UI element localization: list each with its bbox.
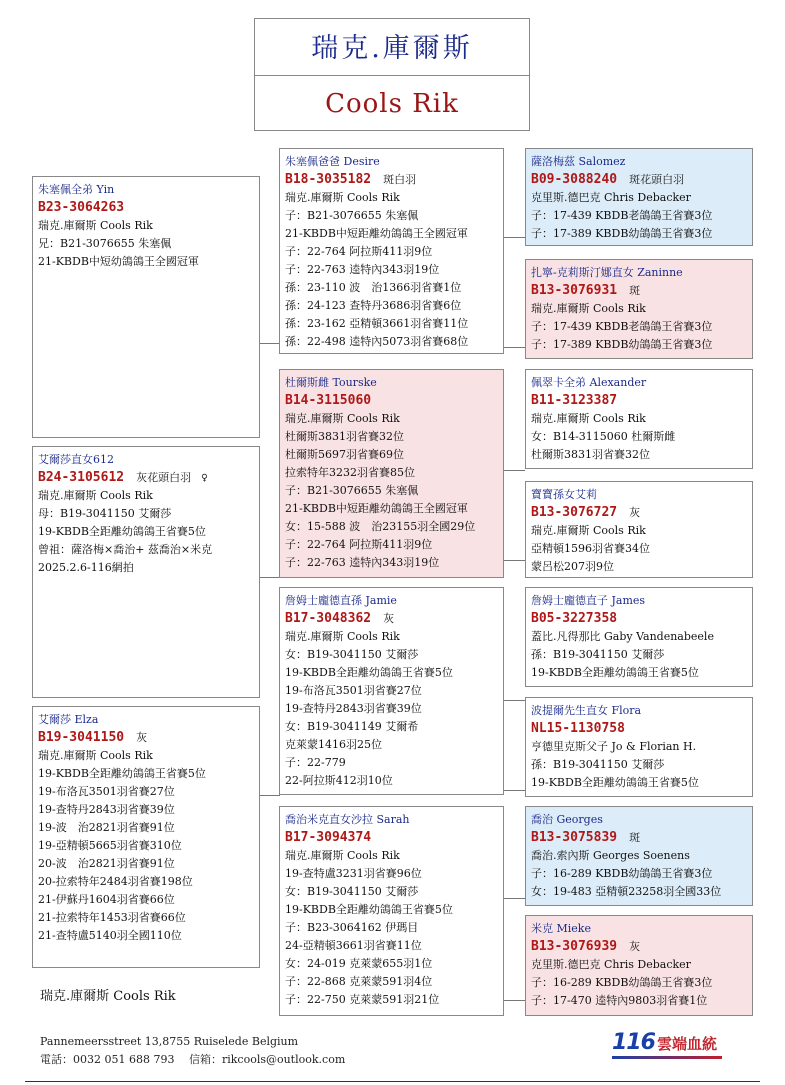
- connector-line: [260, 577, 280, 578]
- info-line: 20-拉索特年2484羽省賽198位: [38, 875, 193, 888]
- info-line: 瑞克.庫爾斯 Cools Rik: [285, 191, 400, 204]
- ali-card: [525, 481, 753, 578]
- info-line: 亞精頓1596羽省賽34位: [531, 542, 650, 555]
- pigeon-name: 喬治米克直女沙拉 Sarah: [285, 813, 410, 826]
- info-line: 拉索特年3232羽省賽85位: [285, 466, 415, 479]
- pigeon-name: 詹姆士龐德直子 James: [531, 594, 646, 607]
- info-line: 21-KBDB中短距離幼鴿鴿王全國冠軍: [285, 227, 468, 240]
- pigeon-name: 朱塞佩爸爸 Desire: [285, 155, 380, 168]
- owner-name-english: Cools Rik: [325, 89, 459, 119]
- info-line: 子：17-439 KBDB老鴿鴿王省賽3位: [531, 320, 713, 333]
- info-line: 女：19-483 亞精頓23258羽全國33位: [531, 885, 722, 898]
- info-line: 子：B23-3064162 伊瑪目: [285, 921, 419, 934]
- phone-email-line: 電話：0032 051 688 793 信箱：rikcools@outlook.com: [40, 1053, 346, 1066]
- info-line: 女：B19-3041149 艾爾希: [285, 720, 419, 733]
- info-line: 克里斯.德巴克 Chris Debacker: [531, 191, 691, 204]
- info-line: 19-查特丹2843羽省賽39位: [38, 803, 175, 816]
- info-line: 19-KBDB全距離幼鴿鴿王省賽5位: [38, 767, 206, 780]
- info-line: 亨德里克斯父子 Jo & Florian H.: [531, 740, 697, 753]
- info-line: 19-查特丹2843羽省賽39位: [285, 702, 422, 715]
- ring-number: B09-3088240 斑花頭白羽: [531, 172, 685, 187]
- pigeon-name: 佩翠卡全弟 Alexander: [531, 376, 647, 389]
- georges-card: [525, 806, 753, 906]
- pigeon-name: 薩洛梅茲 Salomez: [531, 155, 626, 168]
- info-line: 子：16-289 KBDB幼鴿鴿王省賽3位: [531, 867, 713, 880]
- info-line: 19-KBDB全距離幼鴿鴿王省賽5位: [38, 525, 206, 538]
- info-line: 杜爾斯3831羽省賽32位: [531, 448, 650, 461]
- info-line: 21-KBDB中短距離幼鴿鴿王全國冠軍: [285, 502, 468, 515]
- ring-number: B23-3064263: [38, 200, 125, 215]
- color-label: 斑花頭白羽: [629, 173, 685, 186]
- info-line: 兄：B21-3076655 朱塞佩: [38, 237, 172, 250]
- dam-card: [32, 446, 260, 698]
- info-line: 母：B19-3041150 艾爾莎: [38, 507, 172, 520]
- color-label: 斑白羽: [383, 173, 417, 186]
- info-line: 孫：24-123 查特丹3686羽省賽6位: [285, 299, 462, 312]
- zaninne-card: [525, 259, 753, 359]
- info-line: 蓋比.凡得那比 Gaby Vandenabeele: [531, 630, 714, 643]
- jamie-card: [279, 587, 504, 795]
- connector-line: [504, 700, 525, 701]
- ring-number: B13-3076727 灰: [531, 505, 641, 520]
- info-line: 20-波 治2821羽省賽91位: [38, 857, 175, 870]
- info-line: 曾祖：薩洛梅×喬治+ 茲喬治×米克: [38, 543, 213, 556]
- info-line: 瑞克.庫爾斯 Cools Rik: [38, 219, 153, 232]
- info-line: 21-伊蘇丹1604羽省賽66位: [38, 893, 175, 906]
- ring-number: B19-3041150 灰: [38, 730, 148, 745]
- color-label: 灰: [629, 506, 641, 519]
- pigeon-name: 艾爾莎直女612: [38, 453, 114, 466]
- contact-block: [40, 1033, 345, 1069]
- connector-line: [504, 237, 525, 238]
- salomez-card: [525, 148, 753, 246]
- info-line: 女：B14-3115060 杜爾斯雌: [531, 430, 676, 443]
- elza-card: [32, 706, 260, 968]
- info-line: 子：22-750 克萊蒙591羽21位: [285, 993, 440, 1006]
- james-card: [525, 587, 753, 687]
- ring-number: B13-3076939 灰: [531, 939, 641, 954]
- flora-card: [525, 697, 753, 797]
- info-line: 子：B21-3076655 朱塞佩: [285, 209, 419, 222]
- color-label: 斑: [629, 284, 641, 297]
- info-line: 24-亞精頓3661羽省賽11位: [285, 939, 422, 952]
- pigeon-name: 艾爾莎 Elza: [38, 713, 99, 726]
- info-line: 2025.2.6-116網拍: [38, 561, 134, 574]
- info-line: 瑞克.庫爾斯 Cools Rik: [531, 524, 646, 537]
- info-line: 子：17-439 KBDB老鴿鴿王省賽3位: [531, 209, 713, 222]
- info-line: 子：16-289 KBDB幼鴿鴿王省賽3位: [531, 976, 713, 989]
- logo-underline: [612, 1056, 722, 1059]
- connector-line: [504, 347, 525, 348]
- info-line: 子：22-779: [285, 756, 346, 769]
- ring-number: B14-3115060: [285, 393, 372, 408]
- info-line: 19-布洛瓦3501羽省賽27位: [285, 684, 422, 697]
- info-line: 子：22-764 阿拉斯411羽9位: [285, 538, 433, 551]
- info-line: 瑞克.庫爾斯 Cools Rik: [531, 412, 646, 425]
- ring-number: B05-3227358: [531, 611, 618, 626]
- color-label: 灰花頭白羽: [136, 471, 192, 484]
- info-line: 孫：22-498 逵特內5073羽省賽68位: [285, 335, 469, 348]
- alexander-card: [525, 369, 753, 469]
- info-line: 子：17-389 KBDB幼鴿鴿王省賽3位: [531, 227, 713, 240]
- info-line: 瑞克.庫爾斯 Cools Rik: [285, 630, 400, 643]
- ring-number: B13-3076931 斑: [531, 283, 641, 298]
- tourske-card: [279, 369, 504, 578]
- ring-number: B17-3048362 灰: [285, 611, 395, 626]
- info-line: 子：22-763 逵特內343羽19位: [285, 263, 440, 276]
- color-label: 灰: [629, 940, 641, 953]
- connector-line: [260, 795, 280, 796]
- info-line: 19-查特盧3231羽省賽96位: [285, 867, 422, 880]
- ring-number: NL15-1130758: [531, 721, 625, 736]
- info-line: 19-KBDB全距離幼鴿鴿王省賽5位: [285, 666, 453, 679]
- bottom-rule: [25, 1081, 760, 1082]
- pigeon-name: 朱塞佩全弟 Yin: [38, 183, 115, 196]
- ring-number: B11-3123387: [531, 393, 618, 408]
- connector-line: [504, 470, 525, 471]
- info-line: 19-KBDB全距離幼鴿鴿王省賽5位: [285, 903, 453, 916]
- info-line: 瑞克.庫爾斯 Cools Rik: [38, 489, 153, 502]
- ring-number: B18-3035182 斑白羽: [285, 172, 417, 187]
- info-line: 瑞克.庫爾斯 Cools Rik: [531, 302, 646, 315]
- info-line: 19-波 治2821羽省賽91位: [38, 821, 175, 834]
- connector-line: [504, 898, 525, 899]
- info-line: 子：22-868 克萊蒙591羽4位: [285, 975, 433, 988]
- info-line: 19-KBDB全距離幼鴿鴿王省賽5位: [531, 666, 699, 679]
- info-line: 杜爾斯5697羽省賽69位: [285, 448, 404, 461]
- pigeon-name: 波提爾先生直女 Flora: [531, 704, 642, 717]
- info-line: 瑞克.庫爾斯 Cools Rik: [285, 412, 400, 425]
- mieke-card: [525, 915, 753, 1016]
- info-line: 19-KBDB全距離幼鴿鴿王省賽5位: [531, 776, 699, 789]
- pigeon-name: 喬治 Georges: [531, 813, 603, 826]
- address-line: Pannemeersstreet 13,8755 Ruiselede Belgium: [40, 1035, 299, 1048]
- info-line: 孫：B19-3041150 艾爾莎: [531, 758, 665, 771]
- desire-card: [279, 148, 504, 354]
- sex-symbol: ♀: [201, 471, 208, 484]
- color-label: 斑: [629, 831, 641, 844]
- info-line: 22-阿拉斯412羽10位: [285, 774, 393, 787]
- info-line: 瑞克.庫爾斯 Cools Rik: [285, 849, 400, 862]
- info-line: 子：22-763 逵特內343羽19位: [285, 556, 440, 569]
- info-line: 孫：B19-3041150 艾爾莎: [531, 648, 665, 661]
- sarah-card: [279, 806, 504, 1016]
- info-line: 19-亞精頓5665羽省賽310位: [38, 839, 182, 852]
- info-line: 21-查特盧5140羽全國110位: [38, 929, 182, 942]
- info-line: 蒙呂松207羽9位: [531, 560, 614, 573]
- info-line: 21-KBDB中短幼鴿鴿王全國冠軍: [38, 255, 199, 268]
- info-line: 喬治.索內斯 Georges Soenens: [531, 849, 690, 862]
- ring-number: B17-3094374: [285, 830, 372, 845]
- logo-number: 116: [612, 1030, 655, 1055]
- ring-number: B24-3105612 灰花頭白羽 ♀: [38, 470, 208, 485]
- info-line: 子：17-470 逵特內9803羽省賽1位: [531, 994, 708, 1007]
- info-line: 女：24-019 克萊蒙655羽1位: [285, 957, 433, 970]
- pigeon-name: 寶寶孫女艾莉: [531, 488, 597, 501]
- info-line: 19-布洛瓦3501羽省賽27位: [38, 785, 175, 798]
- info-line: 子：17-389 KBDB幼鴿鴿王省賽3位: [531, 338, 713, 351]
- ring-number: B13-3075839 斑: [531, 830, 641, 845]
- owner-name-chinese: 瑞克.庫爾斯: [255, 19, 529, 76]
- info-line: 子：22-764 阿拉斯411羽9位: [285, 245, 433, 258]
- info-line: 杜爾斯3831羽省賽32位: [285, 430, 404, 443]
- logo-text: 雲端血統: [656, 1035, 717, 1053]
- info-line: 克萊蒙1416羽25位: [285, 738, 382, 751]
- sire-card: [32, 176, 260, 438]
- info-line: 女：B19-3041150 艾爾莎: [285, 648, 419, 661]
- info-line: 21-拉索特年1453羽省賽66位: [38, 911, 186, 924]
- pigeon-name: 杜爾斯雌 Tourske: [285, 376, 377, 389]
- info-line: 子：B21-3076655 朱塞佩: [285, 484, 419, 497]
- info-line: 孫：23-162 亞精頓3661羽省賽11位: [285, 317, 469, 330]
- pigeon-name: 扎寧-克莉斯汀娜直女 Zaninne: [531, 266, 683, 279]
- connector-line: [260, 343, 280, 344]
- info-line: 克里斯.德巴克 Chris Debacker: [531, 958, 691, 971]
- pigeon-name: 詹姆士龐德直孫 Jamie: [285, 594, 397, 607]
- info-line: 孫：23-110 波 治1366羽省賽1位: [285, 281, 462, 294]
- pigeon-name: 米克 Mieke: [531, 922, 591, 935]
- connector-line: [504, 560, 525, 561]
- cloud-pedigree-logo: [612, 1030, 717, 1055]
- info-line: 女：15-588 波 治23155羽全國29位: [285, 520, 476, 533]
- connector-line: [504, 790, 525, 791]
- title-box: [254, 18, 530, 131]
- info-line: 瑞克.庫爾斯 Cools Rik: [38, 749, 153, 762]
- color-label: 灰: [383, 612, 395, 625]
- connector-line: [504, 1000, 525, 1001]
- breeder-signature: 瑞克.庫爾斯 Cools Rik: [40, 989, 176, 1004]
- color-label: 灰: [136, 731, 148, 744]
- info-line: 女：B19-3041150 艾爾莎: [285, 885, 419, 898]
